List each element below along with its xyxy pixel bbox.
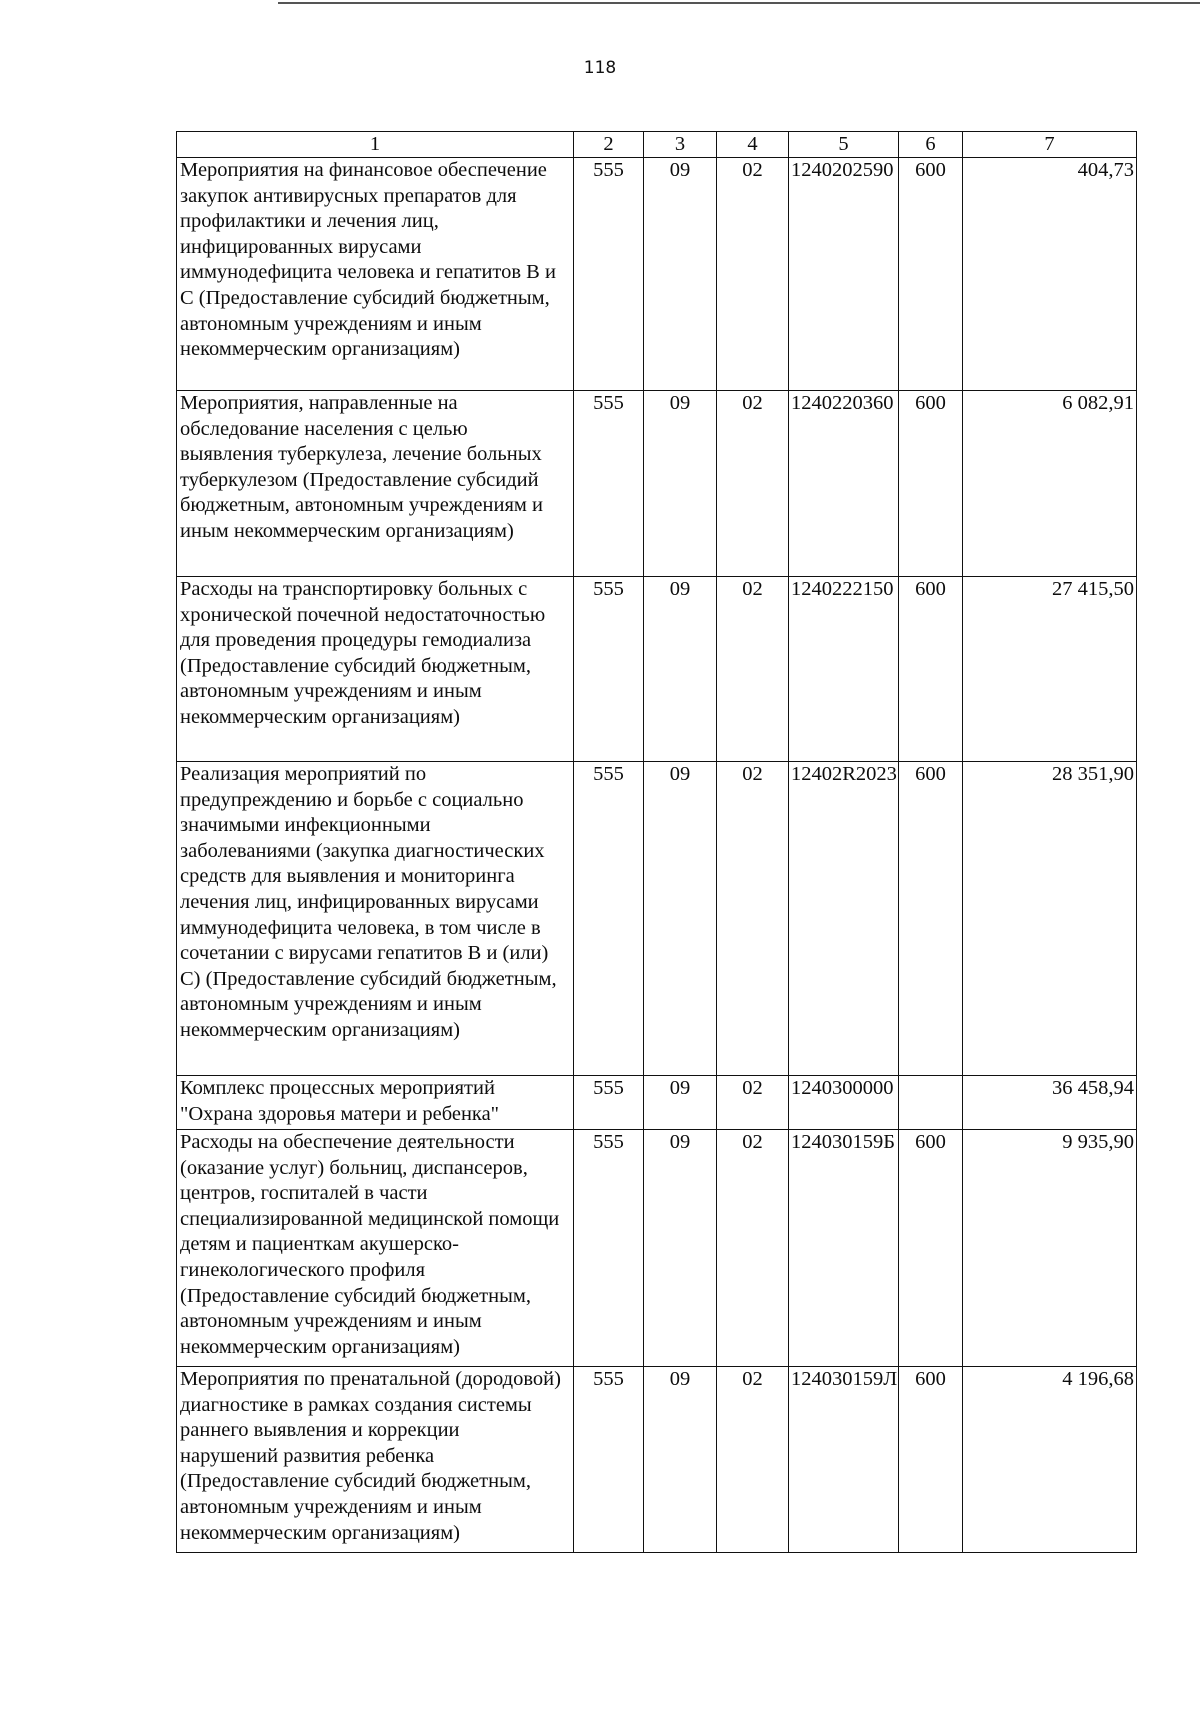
table-row [177,1367,1137,1553]
target-article-cell: 1240222150 [789,577,899,762]
header-cell: 3 [644,132,717,158]
subsection-cell: 02 [717,1367,789,1553]
section-cell: 09 [644,1076,717,1130]
expense-type-cell: 600 [899,762,963,1076]
page-number: 118 [583,58,617,78]
ministry-code-cell: 555 [574,1076,644,1130]
amount-cell: 28 351,90 [963,762,1137,1076]
ministry-code-cell: 555 [574,158,644,391]
expense-name-cell: Реализация мероприятий по предупреждению и борьбе с социально значимыми инфекционными заболеваниями (закупка диагностических средств для выявления и мониторинга лечения лиц, инфицированных вирусами иммунодефицита человека, в том числе в сочетании с вирусами гепатитов В и (или) С) (Предоставление субсидий бюджетным, автономным учреждениям и иным некоммерческим организациям) [177,762,574,1076]
amount-cell: 404,73 [963,158,1137,391]
expense-name-cell: Расходы на обеспечение деятельности (оказание услуг) больниц, диспансеров, центров, госпиталей в части специализированной медицинской помощи детям и пациенткам акушерско- гинекологического профиля (Предоставление субсидий бюджетным, автономным учреждениям и иным некоммерческим организациям) [177,1130,574,1367]
target-article-cell: 124030159Л [789,1367,899,1553]
table-row [177,158,1137,391]
expense-type-cell: 600 [899,1130,963,1367]
table-row [177,1130,1137,1367]
header-cell: 5 [789,132,899,158]
header-cell: 4 [717,132,789,158]
header-cell: 1 [177,132,574,158]
section-cell: 09 [644,1130,717,1367]
expense-type-cell: 600 [899,158,963,391]
ministry-code-cell: 555 [574,1130,644,1367]
section-cell: 09 [644,577,717,762]
expense-name-cell: Комплекс процессных мероприятий "Охрана здоровья матери и ребенка" [177,1076,574,1130]
target-article-cell: 1240202590 [789,158,899,391]
amount-cell: 4 196,68 [963,1367,1137,1553]
expense-type-cell: 600 [899,577,963,762]
subsection-cell: 02 [717,1130,789,1367]
scan-top-edge [278,2,1200,4]
expense-name-cell: Мероприятия по пренатальной (дородовой) диагностике в рамках создания системы раннего выявления и коррекции нарушений развития ребенка (Предоставление субсидий бюджетным, автономным учреждениям и иным некоммерческим организациям) [177,1367,574,1553]
header-cell: 2 [574,132,644,158]
expense-type-cell [899,1076,963,1130]
subsection-cell: 02 [717,158,789,391]
amount-cell: 36 458,94 [963,1076,1137,1130]
section-cell: 09 [644,391,717,577]
header-cell: 7 [963,132,1137,158]
ministry-code-cell: 555 [574,1367,644,1553]
subsection-cell: 02 [717,762,789,1076]
table-header-row [177,132,1137,158]
expense-name-cell: Расходы на транспортировку больных с хронической почечной недостаточностью для проведения процедуры гемодиализа (Предоставление субсидий бюджетным, автономным учреждениям и иным некоммерческим организациям) [177,577,574,762]
target-article-cell: 12402R2023 [789,762,899,1076]
ministry-code-cell: 555 [574,391,644,577]
subsection-cell: 02 [717,391,789,577]
budget-table [176,131,1137,1553]
header-cell: 6 [899,132,963,158]
amount-cell: 6 082,91 [963,391,1137,577]
target-article-cell: 124030159Б [789,1130,899,1367]
target-article-cell: 1240300000 [789,1076,899,1130]
table-row [177,391,1137,577]
table-row [177,577,1137,762]
section-cell: 09 [644,158,717,391]
amount-cell: 27 415,50 [963,577,1137,762]
subsection-cell: 02 [717,1076,789,1130]
table-row [177,1076,1137,1130]
expense-type-cell: 600 [899,1367,963,1553]
ministry-code-cell: 555 [574,762,644,1076]
section-cell: 09 [644,1367,717,1553]
target-article-cell: 1240220360 [789,391,899,577]
table-row [177,762,1137,1076]
expense-name-cell: Мероприятия на финансовое обеспечение закупок антивирусных препаратов для профилактики и лечения лиц, инфицированных вирусами иммунодефицита человека и гепатитов В и С (Предоставление субсидий бюджетным, автономным учреждениям и иным некоммерческим организациям) [177,158,574,391]
subsection-cell: 02 [717,577,789,762]
section-cell: 09 [644,762,717,1076]
expense-name-cell: Мероприятия, направленные на обследование населения с целью выявления туберкулеза, лечение больных туберкулезом (Предоставление субсидий бюджетным, автономным учреждениям и иным некоммерческим организациям) [177,391,574,577]
expense-type-cell: 600 [899,391,963,577]
amount-cell: 9 935,90 [963,1130,1137,1367]
ministry-code-cell: 555 [574,577,644,762]
